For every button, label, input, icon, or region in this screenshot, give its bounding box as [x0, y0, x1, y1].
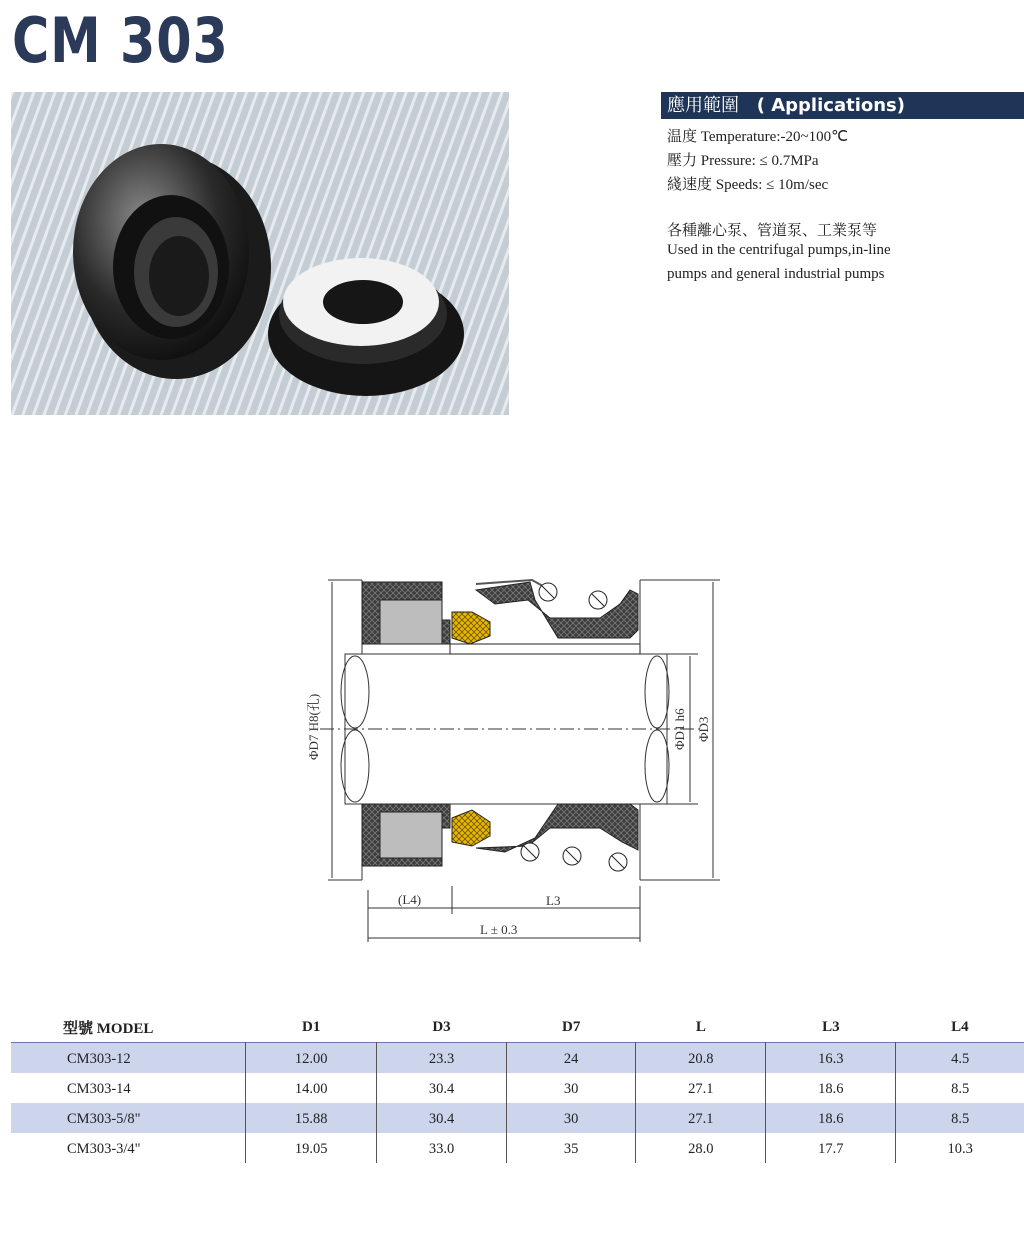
cell-l: 27.1 — [636, 1073, 766, 1103]
header-d7: D7 — [562, 1018, 581, 1035]
header-l: L — [695, 1018, 706, 1035]
model-dimension-table — [11, 1012, 1024, 1163]
label-d3: ΦD3 — [696, 716, 711, 742]
cell-d7: 30 — [507, 1103, 636, 1133]
spec-pressure: 壓力 Pressure: ≤ 0.7MPa — [667, 153, 819, 169]
label-l: L ± 0.3 — [480, 922, 518, 937]
label-d7: ΦD7 H8(孔) — [306, 693, 321, 760]
spec-speed: 綫速度 Speeds: ≤ 10m/sec — [667, 177, 829, 193]
applications-header-en: ( Applications) — [756, 95, 905, 116]
cell-l: 28.0 — [636, 1133, 766, 1163]
seal-cross-section-diagram — [300, 560, 730, 960]
header-d1: D1 — [302, 1018, 321, 1035]
spec-temperature: 温度 Temperature:-20~100℃ — [667, 129, 848, 145]
cell-d7: 30 — [507, 1073, 636, 1103]
cell-d3: 23.3 — [377, 1043, 507, 1074]
usage-cn: 各種離心泵、管道泵、工業泵等 — [667, 223, 878, 239]
cell-model: CM303-12 — [11, 1043, 246, 1074]
usage-en-line-2: pumps and general industrial pumps — [667, 266, 885, 282]
header-d3: D3 — [432, 1018, 451, 1035]
cell-d1: 12.00 — [246, 1043, 377, 1074]
applications-header-cn: 應用範圍 — [667, 95, 739, 116]
cell-l: 27.1 — [636, 1103, 766, 1133]
cell-d3: 30.4 — [377, 1073, 507, 1103]
cell-l: 20.8 — [636, 1043, 766, 1074]
table-header-row — [11, 1012, 1024, 1043]
cell-d1: 19.05 — [246, 1133, 377, 1163]
cell-model: CM303-5/8" — [11, 1103, 246, 1133]
product-photo — [11, 92, 509, 415]
cell-d3: 33.0 — [377, 1133, 507, 1163]
usage-en-line-1: Used in the centrifugal pumps,in-line — [667, 242, 891, 258]
cell-l4: 8.5 — [951, 1080, 970, 1097]
label-l4: (L4) — [398, 892, 422, 907]
table-row — [11, 1133, 1024, 1163]
cell-l3: 17.7 — [766, 1133, 896, 1163]
cell-l3: 18.6 — [766, 1103, 896, 1133]
label-d1: ΦD1 h6 — [672, 708, 687, 750]
header-model: 型號 MODEL — [63, 1020, 154, 1037]
header-l3: L3 — [822, 1018, 840, 1035]
cell-l4: 4.5 — [896, 1043, 1024, 1074]
label-l3: L3 — [546, 893, 561, 908]
table-row — [11, 1103, 1024, 1133]
cell-l3: 18.6 — [766, 1073, 896, 1103]
cell-l4: 10.3 — [947, 1140, 973, 1157]
table-row — [11, 1073, 1024, 1103]
cell-d3: 30.4 — [377, 1103, 507, 1133]
table-row — [11, 1043, 1024, 1074]
applications-header — [661, 92, 1024, 119]
cell-model: CM303-3/4" — [11, 1133, 246, 1163]
page-title: CM 303 — [12, 4, 229, 77]
cell-l3: 16.3 — [766, 1043, 896, 1074]
header-l4: L4 — [951, 1018, 969, 1035]
cell-d1: 14.00 — [246, 1073, 377, 1103]
cell-d7: 24 — [507, 1043, 636, 1074]
cell-d1: 15.88 — [246, 1103, 377, 1133]
cell-l4: 8.5 — [896, 1103, 1024, 1133]
cell-d7: 35 — [507, 1133, 636, 1163]
cell-model: CM303-14 — [11, 1073, 246, 1103]
